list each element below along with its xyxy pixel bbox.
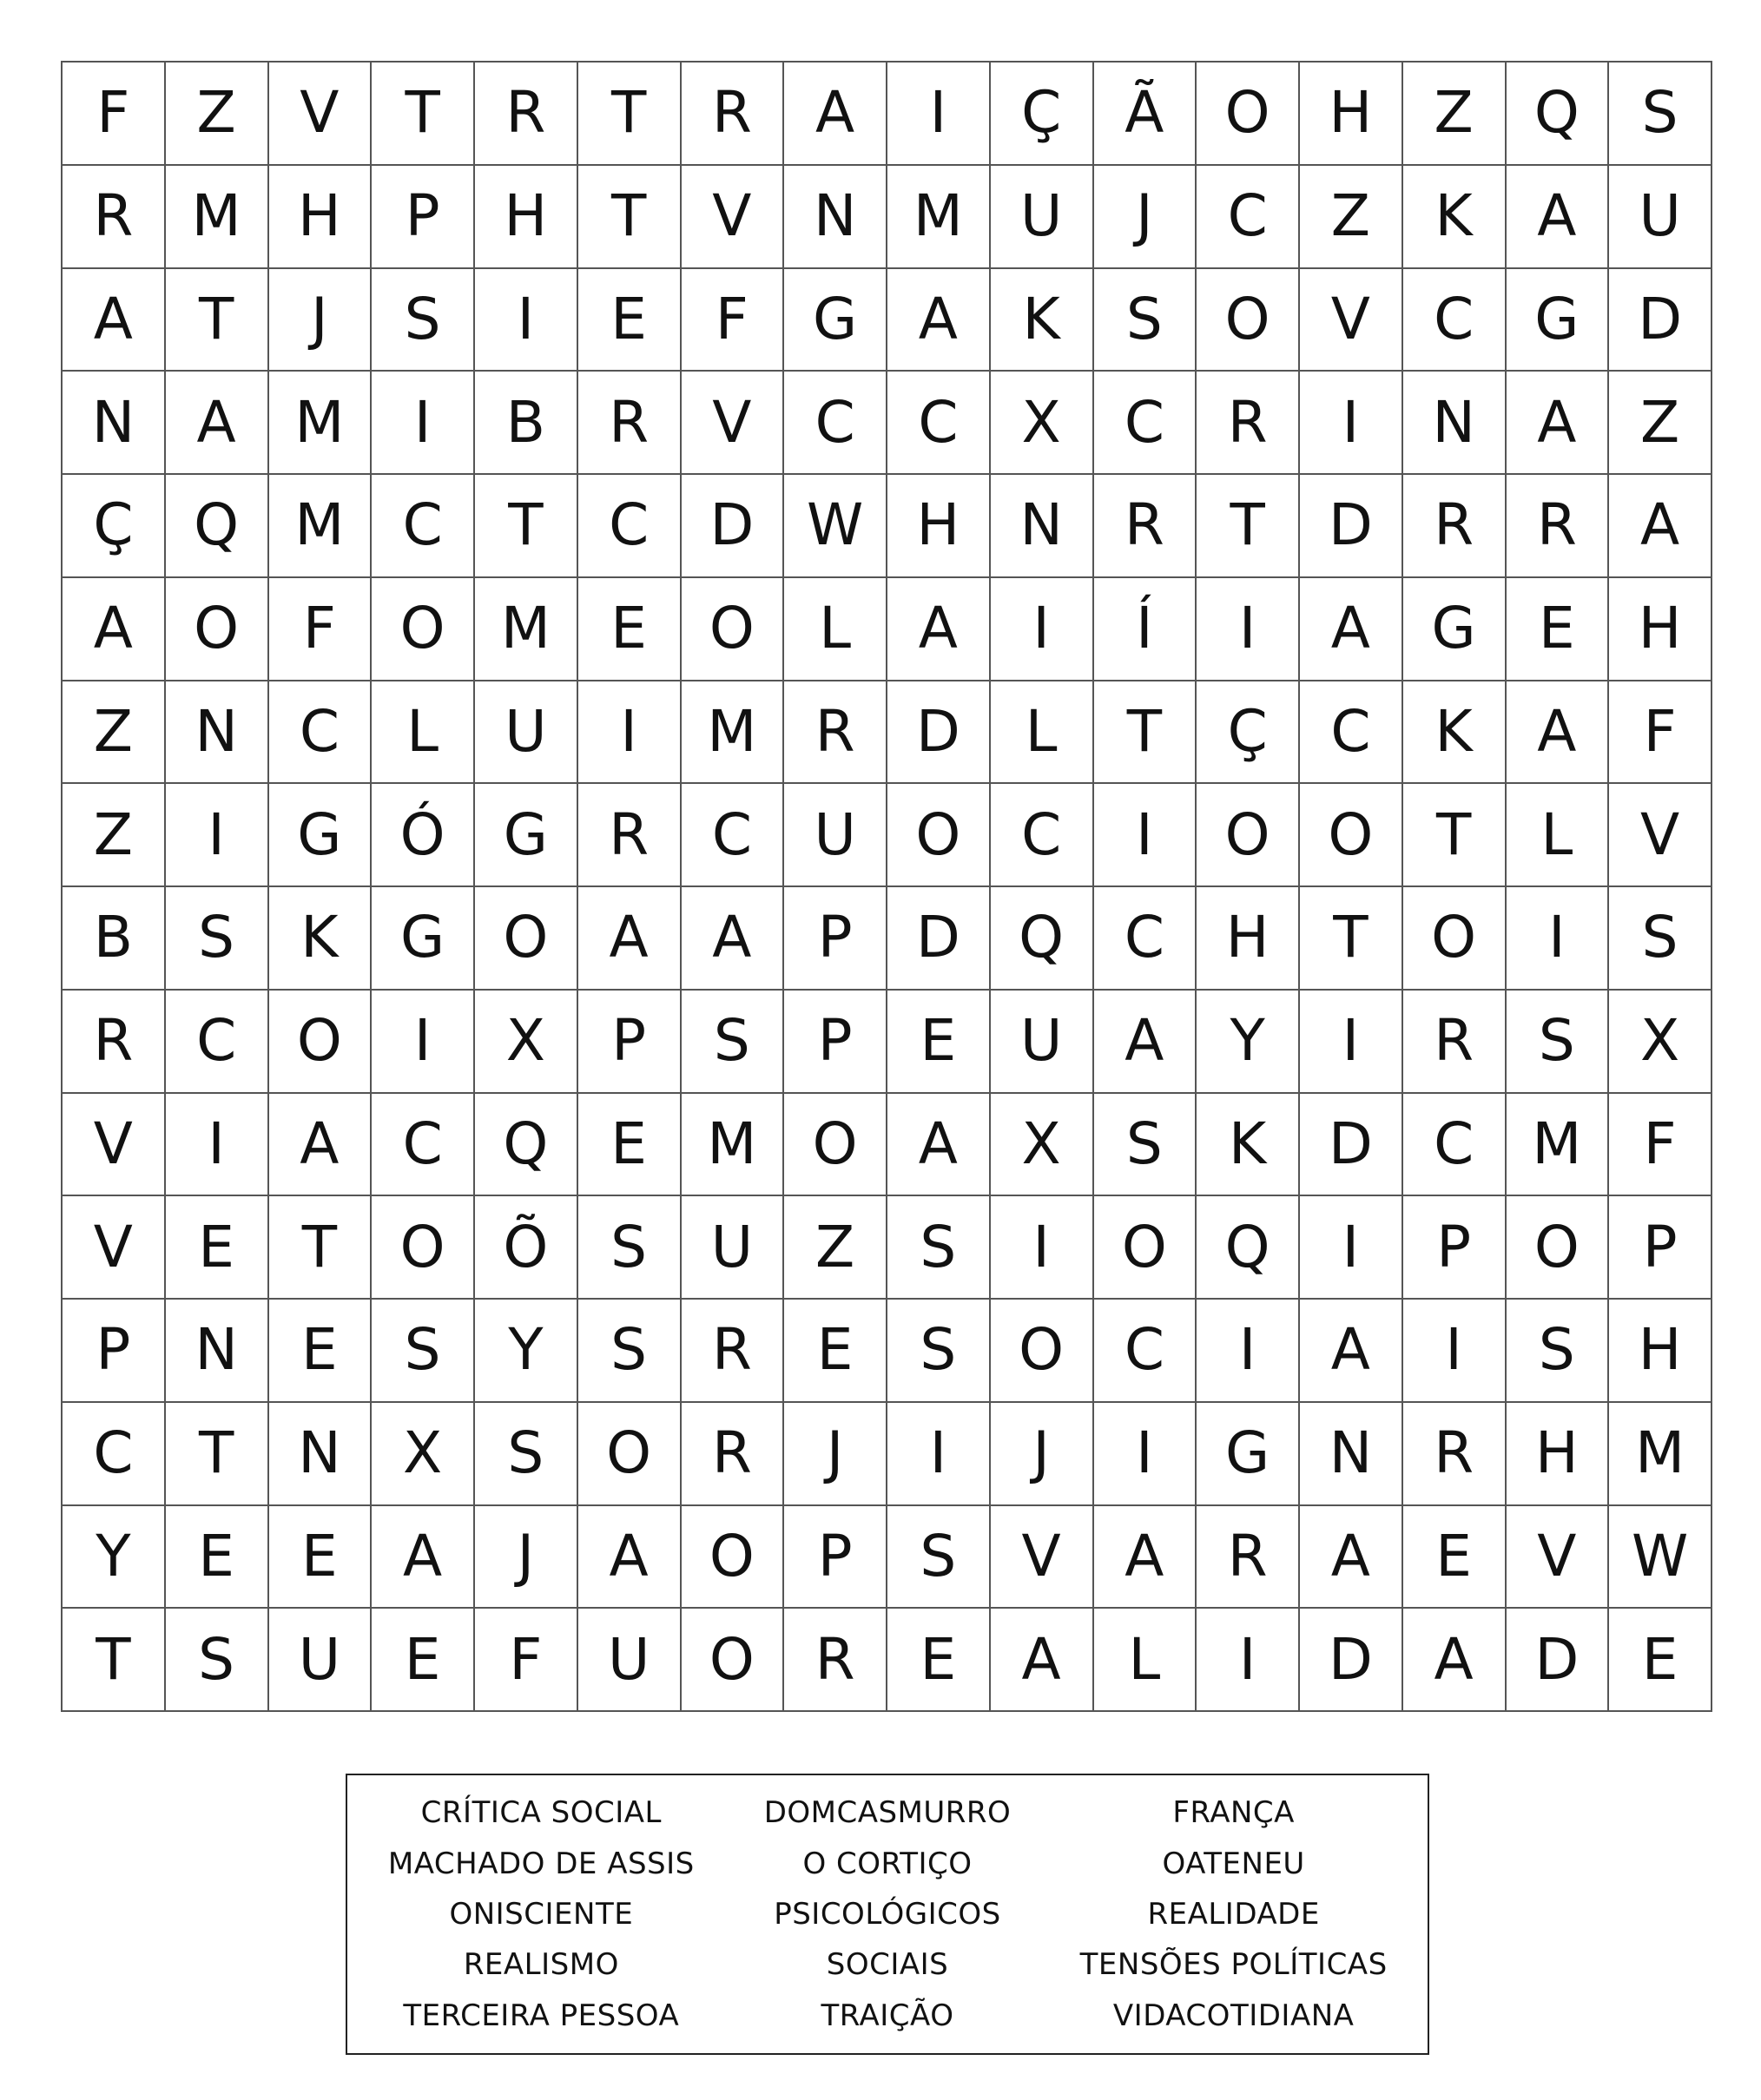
grid-cell[interactable]: C	[784, 372, 887, 475]
grid-cell[interactable]: C	[166, 991, 269, 1094]
grid-cell[interactable]: A	[1507, 372, 1610, 475]
grid-cell[interactable]: S	[682, 991, 785, 1094]
grid-cell[interactable]: I	[1197, 1300, 1300, 1403]
grid-cell[interactable]: Z	[63, 784, 166, 887]
grid-cell[interactable]: R	[1197, 1506, 1300, 1610]
grid-cell[interactable]: N	[166, 681, 269, 785]
grid-cell[interactable]: E	[578, 269, 682, 372]
grid-cell[interactable]: N	[991, 475, 1094, 578]
grid-cell[interactable]: N	[63, 372, 166, 475]
grid-cell[interactable]: H	[1609, 1300, 1712, 1403]
grid-cell[interactable]: S	[887, 1196, 991, 1300]
grid-cell[interactable]: Ç	[991, 63, 1094, 166]
grid-cell[interactable]: R	[682, 1300, 785, 1403]
grid-cell[interactable]: H	[475, 166, 578, 269]
grid-cell[interactable]: A	[63, 578, 166, 681]
grid-cell[interactable]: A	[1507, 681, 1610, 785]
grid-cell[interactable]: R	[1507, 475, 1610, 578]
grid-cell[interactable]: O	[1197, 784, 1300, 887]
grid-cell[interactable]: A	[887, 269, 991, 372]
grid-cell[interactable]: Ç	[63, 475, 166, 578]
word-item: REALIDADE	[1147, 1896, 1320, 1932]
grid-cell[interactable]: S	[1609, 887, 1712, 991]
grid-cell[interactable]: U	[578, 1609, 682, 1712]
grid-cell[interactable]: W	[784, 475, 887, 578]
grid-cell[interactable]: Z	[1300, 166, 1403, 269]
grid-cell[interactable]: R	[1094, 475, 1197, 578]
grid-cell[interactable]: E	[1609, 1609, 1712, 1712]
grid-cell[interactable]: Q	[1507, 63, 1610, 166]
grid-cell[interactable]: O	[269, 991, 373, 1094]
grid-cell[interactable]: U	[475, 681, 578, 785]
grid-cell[interactable]: A	[578, 1506, 682, 1610]
grid-cell[interactable]: D	[1507, 1609, 1610, 1712]
grid-cell[interactable]: L	[784, 578, 887, 681]
grid-cell[interactable]: R	[1403, 991, 1507, 1094]
grid-cell[interactable]: Ó	[372, 784, 475, 887]
grid-cell[interactable]: S	[1507, 991, 1610, 1094]
grid-cell[interactable]: V	[991, 1506, 1094, 1610]
grid-cell[interactable]: O	[682, 1609, 785, 1712]
grid-cell[interactable]: O	[1403, 887, 1507, 991]
grid-cell[interactable]: H	[1300, 63, 1403, 166]
grid-cell[interactable]: F	[63, 63, 166, 166]
grid-cell[interactable]: G	[475, 784, 578, 887]
grid-cell[interactable]: S	[166, 1609, 269, 1712]
grid-cell[interactable]: E	[578, 1094, 682, 1197]
grid-cell[interactable]: S	[372, 1300, 475, 1403]
grid-cell[interactable]: L	[372, 681, 475, 785]
grid-cell[interactable]: I	[372, 991, 475, 1094]
grid-cell[interactable]: V	[1300, 269, 1403, 372]
grid-cell[interactable]: M	[682, 681, 785, 785]
grid-cell[interactable]: P	[578, 991, 682, 1094]
grid-cell[interactable]: I	[166, 1094, 269, 1197]
word-item: TERCEIRA PESSOA	[403, 1998, 680, 2033]
grid-cell[interactable]: X	[991, 372, 1094, 475]
grid-cell[interactable]: A	[887, 1094, 991, 1197]
grid-cell[interactable]: K	[1403, 166, 1507, 269]
grid-cell[interactable]: R	[475, 63, 578, 166]
grid-cell[interactable]: C	[269, 681, 373, 785]
grid-cell[interactable]: D	[1609, 269, 1712, 372]
grid-cell[interactable]: V	[682, 372, 785, 475]
grid-cell[interactable]: I	[166, 784, 269, 887]
word-bank-column	[1060, 1787, 1407, 2041]
grid-cell[interactable]: O	[991, 1300, 1094, 1403]
word-item: MACHADO DE ASSIS	[387, 1846, 695, 1881]
grid-cell[interactable]: Z	[63, 681, 166, 785]
grid-cell[interactable]: Y	[475, 1300, 578, 1403]
grid-cell[interactable]: C	[372, 1094, 475, 1197]
grid-cell[interactable]: D	[1300, 1609, 1403, 1712]
grid-cell[interactable]: O	[784, 1094, 887, 1197]
grid-cell[interactable]: A	[63, 269, 166, 372]
grid-cell[interactable]: R	[578, 784, 682, 887]
word-item: TENSÕES POLÍTICAS	[1079, 1947, 1388, 1983]
grid-cell[interactable]: O	[1094, 1196, 1197, 1300]
grid-cell[interactable]: V	[1609, 784, 1712, 887]
grid-cell[interactable]: T	[475, 475, 578, 578]
grid-cell[interactable]: M	[475, 578, 578, 681]
grid-cell[interactable]: S	[166, 887, 269, 991]
grid-cell[interactable]: U	[991, 166, 1094, 269]
grid-cell[interactable]: E	[1403, 1506, 1507, 1610]
grid-cell[interactable]: S	[1094, 269, 1197, 372]
grid-cell[interactable]: F	[1609, 681, 1712, 785]
grid-cell[interactable]: A	[1609, 475, 1712, 578]
grid-cell[interactable]: P	[784, 991, 887, 1094]
grid-cell[interactable]: G	[1403, 578, 1507, 681]
grid-cell[interactable]: I	[1094, 1403, 1197, 1506]
grid-cell[interactable]: G	[1197, 1403, 1300, 1506]
grid-cell[interactable]: V	[682, 166, 785, 269]
grid-cell[interactable]: I	[1094, 784, 1197, 887]
grid-cell[interactable]: I	[475, 269, 578, 372]
grid-cell[interactable]: U	[1609, 166, 1712, 269]
grid-cell[interactable]: U	[682, 1196, 785, 1300]
grid-cell[interactable]: I	[887, 1403, 991, 1506]
grid-cell[interactable]: O	[1300, 784, 1403, 887]
grid-cell[interactable]: G	[372, 887, 475, 991]
grid-cell[interactable]: I	[372, 372, 475, 475]
grid-cell[interactable]: D	[887, 887, 991, 991]
grid-cell[interactable]: R	[1403, 1403, 1507, 1506]
grid-cell[interactable]: R	[682, 63, 785, 166]
grid-cell[interactable]: A	[1094, 1506, 1197, 1610]
grid-cell[interactable]: A	[1300, 1506, 1403, 1610]
word-item: VIDACOTIDIANA	[1112, 1998, 1355, 2033]
grid-cell[interactable]: X	[1609, 991, 1712, 1094]
grid-cell[interactable]: S	[372, 269, 475, 372]
grid-cell[interactable]: G	[784, 269, 887, 372]
grid-cell[interactable]: R	[784, 1609, 887, 1712]
grid-cell[interactable]: A	[1300, 1300, 1403, 1403]
grid-cell[interactable]: T	[166, 1403, 269, 1506]
grid-cell[interactable]: N	[166, 1300, 269, 1403]
grid-cell[interactable]: I	[1300, 991, 1403, 1094]
grid-cell[interactable]: N	[1300, 1403, 1403, 1506]
grid-cell[interactable]: O	[1197, 269, 1300, 372]
grid-cell[interactable]: M	[1507, 1094, 1610, 1197]
grid-cell[interactable]: C	[578, 475, 682, 578]
word-bank-column	[715, 1787, 1061, 2041]
word-item: O CORTIÇO	[802, 1846, 973, 1881]
word-bank-column	[368, 1787, 715, 2041]
grid-cell[interactable]: M	[887, 166, 991, 269]
grid-cell[interactable]: K	[991, 269, 1094, 372]
grid-cell[interactable]: R	[578, 372, 682, 475]
grid-cell[interactable]: E	[166, 1506, 269, 1610]
grid-cell[interactable]: F	[682, 269, 785, 372]
grid-cell[interactable]: A	[991, 1609, 1094, 1712]
grid-cell[interactable]: S	[578, 1300, 682, 1403]
word-item: CRÍTICA SOCIAL	[420, 1795, 662, 1831]
grid-cell[interactable]: P	[1609, 1196, 1712, 1300]
word-item: SOCIAIS	[826, 1947, 949, 1983]
grid-cell[interactable]: T	[269, 1196, 373, 1300]
grid-cell[interactable]: K	[1403, 681, 1507, 785]
grid-cell[interactable]: Y	[1197, 991, 1300, 1094]
grid-cell[interactable]: S	[1094, 1094, 1197, 1197]
grid-cell[interactable]: V	[63, 1094, 166, 1197]
grid-cell[interactable]: Z	[1403, 63, 1507, 166]
grid-cell[interactable]: Z	[784, 1196, 887, 1300]
word-item: FRANÇA	[1172, 1795, 1295, 1831]
grid-cell[interactable]: I	[578, 681, 682, 785]
grid-cell[interactable]: H	[1197, 887, 1300, 991]
grid-cell[interactable]: V	[269, 63, 373, 166]
grid-cell[interactable]: C	[372, 475, 475, 578]
grid-cell[interactable]: A	[682, 887, 785, 991]
grid-cell[interactable]: J	[475, 1506, 578, 1610]
word-item: REALISMO	[463, 1947, 619, 1983]
grid-cell[interactable]: E	[578, 578, 682, 681]
grid-cell[interactable]: R	[1403, 475, 1507, 578]
grid-cell[interactable]: E	[372, 1609, 475, 1712]
grid-cell[interactable]: E	[887, 1609, 991, 1712]
grid-cell[interactable]: I	[1300, 1196, 1403, 1300]
grid-cell[interactable]: E	[1507, 578, 1610, 681]
grid-cell[interactable]: J	[1094, 166, 1197, 269]
grid-cell[interactable]: E	[269, 1506, 373, 1610]
grid-cell[interactable]: O	[1507, 1196, 1610, 1300]
grid-cell[interactable]: L	[1094, 1609, 1197, 1712]
grid-cell[interactable]: P	[1403, 1196, 1507, 1300]
grid-cell[interactable]: B	[63, 887, 166, 991]
grid-cell[interactable]: I	[1403, 1300, 1507, 1403]
grid-cell[interactable]: O	[372, 578, 475, 681]
grid-cell[interactable]: P	[372, 166, 475, 269]
word-item: TRAIÇÃO	[821, 1998, 954, 2033]
grid-cell[interactable]: K	[269, 887, 373, 991]
grid-cell[interactable]: C	[1403, 269, 1507, 372]
grid-cell[interactable]: Ç	[1197, 681, 1300, 785]
word-item: PSICOLÓGICOS	[774, 1896, 1001, 1932]
grid-cell[interactable]: C	[1094, 887, 1197, 991]
word-item: DOMCASMURRO	[763, 1795, 1012, 1831]
grid-cell[interactable]: A	[578, 887, 682, 991]
grid-cell[interactable]: J	[784, 1403, 887, 1506]
grid-cell[interactable]: T	[63, 1609, 166, 1712]
grid-cell[interactable]: P	[63, 1300, 166, 1403]
grid-cell[interactable]: S	[578, 1196, 682, 1300]
grid-cell[interactable]: H	[269, 166, 373, 269]
grid-cell[interactable]: S	[1609, 63, 1712, 166]
grid-cell[interactable]: C	[1403, 1094, 1507, 1197]
grid-cell[interactable]: C	[1197, 166, 1300, 269]
grid-cell[interactable]: E	[887, 991, 991, 1094]
grid-cell[interactable]: K	[1197, 1094, 1300, 1197]
grid-cell[interactable]: H	[887, 475, 991, 578]
grid-cell[interactable]: C	[1094, 1300, 1197, 1403]
grid-cell[interactable]: R	[682, 1403, 785, 1506]
grid-cell[interactable]: O	[682, 1506, 785, 1610]
grid-cell[interactable]: S	[1507, 1300, 1610, 1403]
grid-cell[interactable]: J	[269, 269, 373, 372]
grid-cell[interactable]: O	[1197, 63, 1300, 166]
grid-cell[interactable]: Q	[475, 1094, 578, 1197]
word-item: OATENEU	[1162, 1846, 1305, 1881]
grid-cell[interactable]: S	[887, 1506, 991, 1610]
grid-cell[interactable]: I	[887, 63, 991, 166]
grid-cell[interactable]: T	[166, 269, 269, 372]
grid-cell[interactable]: U	[269, 1609, 373, 1712]
grid-cell[interactable]: F	[1609, 1094, 1712, 1197]
grid-cell[interactable]: Ã	[1094, 63, 1197, 166]
grid-cell[interactable]: I	[991, 1196, 1094, 1300]
grid-cell[interactable]: X	[372, 1403, 475, 1506]
grid-cell[interactable]: N	[1403, 372, 1507, 475]
grid-cell[interactable]: A	[166, 372, 269, 475]
word-item: ONISCIENTE	[449, 1896, 634, 1932]
grid-cell[interactable]: F	[269, 578, 373, 681]
grid-cell[interactable]: Q	[166, 475, 269, 578]
grid-cell[interactable]: O	[578, 1403, 682, 1506]
grid-cell[interactable]: O	[887, 784, 991, 887]
grid-cell[interactable]: U	[991, 991, 1094, 1094]
grid-cell[interactable]: T	[1094, 681, 1197, 785]
grid-cell[interactable]: M	[1609, 1403, 1712, 1506]
grid-cell[interactable]: X	[475, 991, 578, 1094]
grid-cell[interactable]: E	[166, 1196, 269, 1300]
grid-cell[interactable]: V	[63, 1196, 166, 1300]
grid-cell[interactable]: R	[63, 991, 166, 1094]
grid-cell[interactable]: C	[682, 784, 785, 887]
grid-cell[interactable]: A	[372, 1506, 475, 1610]
grid-cell[interactable]: T	[372, 63, 475, 166]
grid-cell[interactable]: H	[1507, 1403, 1610, 1506]
grid-cell[interactable]: P	[784, 1506, 887, 1610]
grid-cell[interactable]: Z	[166, 63, 269, 166]
grid-cell[interactable]: E	[784, 1300, 887, 1403]
grid-cell[interactable]: X	[991, 1094, 1094, 1197]
grid-cell[interactable]: O	[372, 1196, 475, 1300]
grid-cell[interactable]: Y	[63, 1506, 166, 1610]
letter-grid	[61, 61, 1712, 1712]
grid-cell[interactable]: I	[1507, 887, 1610, 991]
grid-cell[interactable]: D	[1300, 1094, 1403, 1197]
grid-cell[interactable]: I	[1197, 1609, 1300, 1712]
grid-cell[interactable]: G	[269, 784, 373, 887]
grid-cell[interactable]: J	[991, 1403, 1094, 1506]
grid-cell[interactable]: O	[475, 887, 578, 991]
grid-cell[interactable]: Q	[1197, 1196, 1300, 1300]
grid-cell[interactable]: Q	[991, 887, 1094, 991]
grid-cell[interactable]: C	[1094, 372, 1197, 475]
grid-cell[interactable]: R	[63, 166, 166, 269]
grid-cell[interactable]: R	[1197, 372, 1300, 475]
grid-cell[interactable]: T	[1300, 887, 1403, 991]
grid-cell[interactable]: L	[991, 681, 1094, 785]
grid-cell[interactable]: N	[784, 166, 887, 269]
grid-cell[interactable]: I	[1197, 578, 1300, 681]
grid-cell[interactable]: E	[269, 1300, 373, 1403]
grid-cell[interactable]: B	[475, 372, 578, 475]
grid-cell[interactable]: A	[1094, 991, 1197, 1094]
grid-cell[interactable]: T	[578, 63, 682, 166]
grid-cell[interactable]: S	[475, 1403, 578, 1506]
grid-cell[interactable]: A	[887, 578, 991, 681]
grid-cell[interactable]: R	[784, 681, 887, 785]
grid-cell[interactable]: A	[269, 1094, 373, 1197]
grid-cell[interactable]: M	[269, 475, 373, 578]
grid-cell[interactable]: N	[269, 1403, 373, 1506]
word-bank	[346, 1774, 1429, 2055]
grid-cell[interactable]: T	[1403, 784, 1507, 887]
grid-cell[interactable]: C	[1300, 681, 1403, 785]
grid-cell[interactable]: W	[1609, 1506, 1712, 1610]
grid-cell[interactable]: Í	[1094, 578, 1197, 681]
grid-cell[interactable]: I	[1300, 372, 1403, 475]
grid-cell[interactable]: I	[991, 578, 1094, 681]
grid-cell[interactable]: C	[887, 372, 991, 475]
grid-cell[interactable]: T	[1197, 475, 1300, 578]
grid-cell[interactable]: A	[1300, 578, 1403, 681]
grid-cell[interactable]: A	[1403, 1609, 1507, 1712]
grid-cell[interactable]: D	[682, 475, 785, 578]
grid-cell[interactable]: D	[887, 681, 991, 785]
grid-cell[interactable]: L	[1507, 784, 1610, 887]
grid-cell[interactable]: A	[784, 63, 887, 166]
grid-cell[interactable]: M	[269, 372, 373, 475]
grid-cell[interactable]: M	[682, 1094, 785, 1197]
grid-cell[interactable]: F	[475, 1609, 578, 1712]
grid-cell[interactable]: Õ	[475, 1196, 578, 1300]
grid-cell[interactable]: O	[166, 578, 269, 681]
grid-cell[interactable]: A	[1507, 166, 1610, 269]
grid-cell[interactable]: Z	[1609, 372, 1712, 475]
grid-cell[interactable]: U	[784, 784, 887, 887]
grid-cell[interactable]: C	[63, 1403, 166, 1506]
grid-cell[interactable]: V	[1507, 1506, 1610, 1610]
grid-cell[interactable]: M	[166, 166, 269, 269]
grid-cell[interactable]: C	[991, 784, 1094, 887]
grid-cell[interactable]: S	[887, 1300, 991, 1403]
grid-cell[interactable]: P	[784, 887, 887, 991]
grid-cell[interactable]: T	[578, 166, 682, 269]
grid-cell[interactable]: H	[1609, 578, 1712, 681]
grid-cell[interactable]: D	[1300, 475, 1403, 578]
grid-cell[interactable]: G	[1507, 269, 1610, 372]
grid-cell[interactable]: O	[682, 578, 785, 681]
